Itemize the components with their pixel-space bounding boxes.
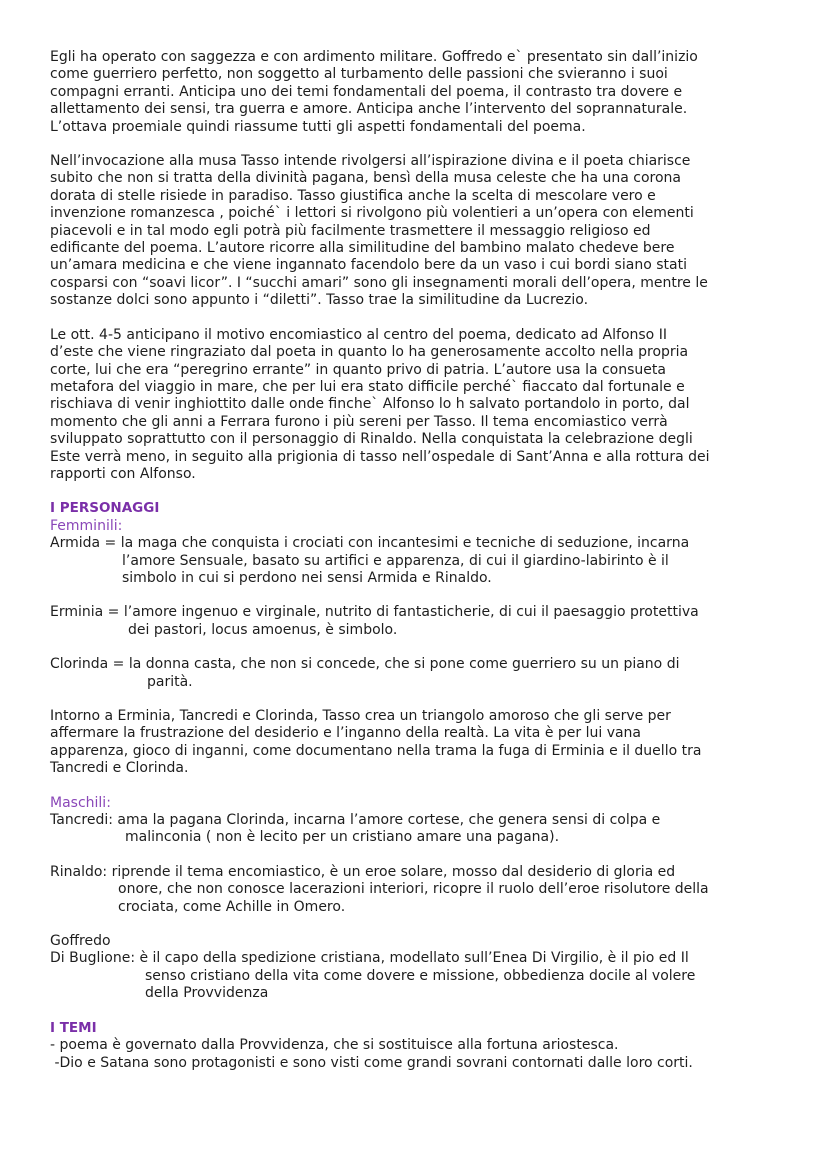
entry-continuation-line: senso cristiano della vita come dovere e missione, obbedienza docile al volere: [145, 967, 696, 984]
text-line: metafora del viaggio in mare, che per lui era stato difficile perché` fiaccato dal fortunale e: [50, 378, 685, 395]
text-line: Nell’invocazione alla musa Tasso intende rivolgersi all’ispirazione divina e il poeta chiarisce: [50, 153, 691, 170]
text-line: come guerriero perfetto, non soggetto al turbamento delle passioni che svieranno i suoi: [50, 66, 668, 83]
character-entry-tancredi: [50, 812, 790, 847]
entry-continuation-line: crociata, come Achille in Omero.: [118, 898, 346, 915]
text-line: d’este che viene ringraziato dal poeta in quanto lo ha generosamente accolto nella propria: [50, 344, 689, 361]
entry-first-line: Clorinda = la donna casta, che non si concede, che si pone come guerriero su un piano di: [50, 656, 680, 673]
text-line: affermare la frustrazione del desiderio e l’inganno della realtà. La vita è per lui vana: [50, 725, 642, 742]
text-line: sostanze dolci sono appunto i “diletti”. Tasso trae la similitudine da Lucrezio.: [50, 292, 589, 309]
entry-first-line: Armida = la maga che conquista i crociati con incantesimi e tecniche di seduzione, incarna: [50, 535, 690, 552]
document-page: [50, 49, 790, 1072]
entry-continuation-line: l’amore Sensuale, basato su artifici e apparenza, di cui il giardino-labirinto è il: [122, 552, 669, 569]
text-line: rapporti con Alfonso.: [50, 465, 196, 482]
text-line: Le ott. 4-5 anticipano il motivo encomiastico al centro del poema, dedicato ad Alfonso II: [50, 326, 667, 343]
character-entry-clorinda: [50, 656, 790, 691]
text-line: Este verrà meno, in seguito alla prigionia di tasso nell’ospedale di Sant’Anna e alla rottura dei: [50, 448, 710, 465]
character-entry-armida: [50, 535, 790, 587]
entry-name-line: Goffredo: [50, 933, 111, 950]
character-entry-erminia: [50, 604, 790, 639]
text-line: momento che gli anni a Ferrara furono i più sereni per Tasso. Il tema encomiastico verrà: [50, 413, 668, 430]
intro-paragraph-2: [50, 153, 790, 310]
entry-continuation-line: malinconia ( non è lecito per un cristiano amare una pagana).: [125, 829, 560, 846]
character-entry-goffredo: [50, 933, 790, 1003]
entry-first-line: Tancredi: ama la pagana Clorinda, incarna l’amore cortese, che genera sensi di colpa e: [50, 812, 661, 829]
entry-continuation-line: della Provvidenza: [145, 985, 269, 1002]
text-line: Tancredi e Clorinda.: [50, 760, 189, 777]
list-item: - poema è governato dalla Provvidenza, che si sostituisce alla fortuna ariostesca.: [50, 1037, 619, 1054]
text-line: invenzione romanzesca , poiché` i lettori si rivolgono più volentieri a un’opera con elementi: [50, 205, 694, 222]
text-line: compagni erranti. Anticipa uno dei temi fondamentali del poema, il contrasto tra dovere e: [50, 83, 683, 100]
list-item: -Dio e Satana sono protagonisti e sono visti come grandi sovrani contornati dalle loro corti.: [50, 1054, 693, 1071]
entry-continuation-line: parità.: [147, 673, 193, 690]
text-line: un’amara medicina e che viene ingannato facendolo bere da un vaso i cui bordi siano stati: [50, 257, 687, 274]
entry-continuation-line: dei pastori, locus amoenus, è simbolo.: [128, 621, 398, 638]
entry-first-line: Rinaldo: riprende il tema encomiastico, è un eroe solare, mosso dal desiderio di gloria ed: [50, 863, 676, 880]
character-entry-rinaldo: [50, 864, 790, 916]
text-line: Intorno a Erminia, Tancredi e Clorinda, Tasso crea un triangolo amoroso che gli serve per: [50, 708, 671, 724]
text-line: cosparsi con “soavi licor”. I “succhi amari” sono gli insegnamenti morali dell’opera, mentre le: [50, 274, 708, 291]
triangolo-paragraph: [50, 708, 790, 778]
entry-first-line: Di Buglione: è il capo della spedizione cristiana, modellato sull’Enea Di Virgilio, è il pio ed Il: [50, 950, 689, 967]
text-line: apparenza, gioco di inganni, come documentano nella trama la fuga di Erminia e il duello tra: [50, 742, 702, 759]
text-line: edificante del poema. L’autore ricorre alla similitudine del bambino malato chedeve bere: [50, 240, 675, 257]
intro-paragraph-3: [50, 327, 790, 484]
text-line: rischiava di venir inghiottito dalle onde finche` Alfonso lo h salvato portandolo in porto, dal: [50, 396, 690, 413]
section-heading-temi: I TEMI: [50, 1019, 97, 1036]
text-line: piacevoli e in tal modo egli potrà più facilmente trasmettere il messaggio religioso ed: [50, 222, 651, 239]
text-line: corte, lui che era “peregrino errante” in quanto privo di patria. L’autore usa la consueta: [50, 361, 666, 378]
entry-continuation-line: onore, che non conosce lacerazioni interiori, ricopre il ruolo dell’eroe risolutore della: [118, 881, 709, 898]
text-line: sviluppato soprattutto con il personaggio di Rinaldo. Nella conquistata la celebrazione degli: [50, 431, 693, 448]
entry-continuation-line: simbolo in cui si perdono nei sensi Armida e Rinaldo.: [122, 569, 492, 586]
text-line: L’ottava proemiale quindi riassume tutti gli aspetti fondamentali del poema.: [50, 118, 586, 135]
text-line: subito che non si tratta della divinità pagana, bensì della musa celeste che ha una corona: [50, 170, 681, 187]
entry-first-line: Erminia = l’amore ingenuo e virginale, nutrito di fantasticherie, di cui il paesaggio protettiva: [50, 604, 699, 621]
text-line: Egli ha operato con saggezza e con ardimento militare. Goffredo e` presentato sin dall’inizio: [50, 49, 698, 65]
section-heading-personaggi: I PERSONAGGI: [50, 500, 160, 517]
text-line: allettamento dei sensi, tra guerra e amore. Anticipa anche l’intervento del soprannaturale.: [50, 101, 688, 118]
text-line: dorata di stelle risiede in paradiso. Tasso giustifica anche la scelta di mescolare vero e: [50, 187, 656, 204]
temi-list: [50, 1037, 790, 1072]
intro-paragraph-1: [50, 49, 790, 136]
subheading-femminili: Femminili:: [50, 517, 123, 534]
subheading-maschili: Maschili:: [50, 794, 111, 811]
